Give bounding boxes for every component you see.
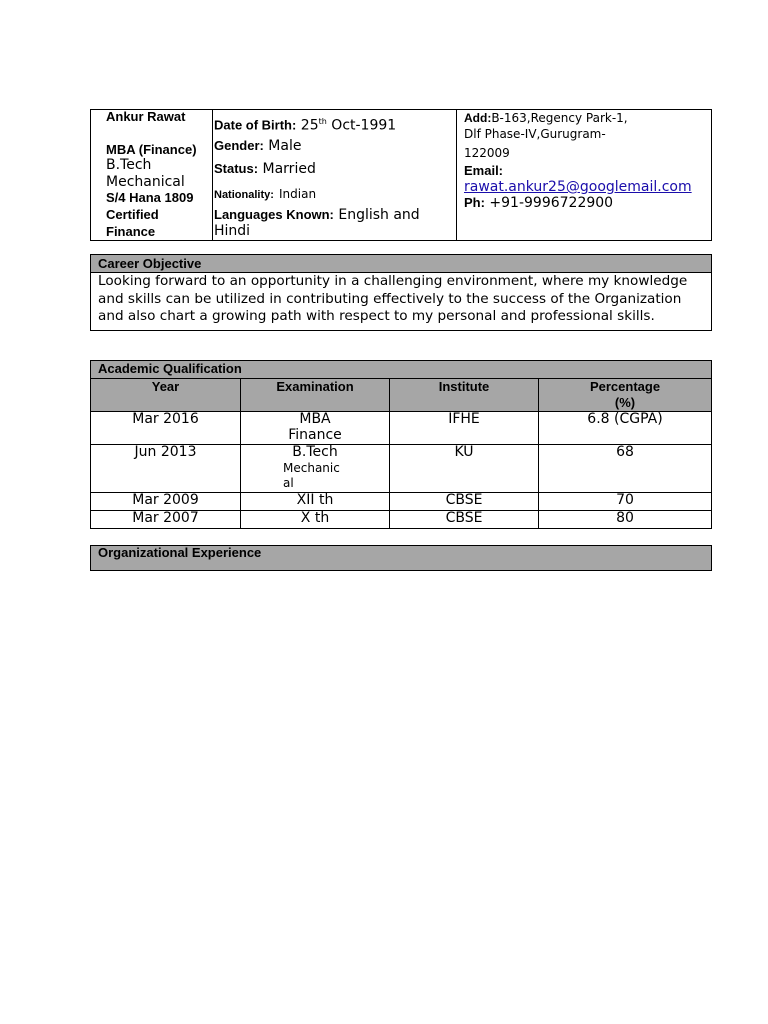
row-1-institute: IFHE bbox=[448, 411, 480, 427]
header-percentage-unit: (%) bbox=[614, 395, 636, 410]
row-4-institute: CBSE bbox=[445, 510, 483, 526]
address-line-1: B-163,Regency Park-1, bbox=[491, 111, 628, 125]
header-divider-2 bbox=[456, 109, 457, 241]
career-objective-title: Career Objective bbox=[98, 256, 202, 271]
row-3-exam: XII th bbox=[296, 492, 334, 508]
row-1-percentage: 6.8 (CGPA) bbox=[587, 411, 663, 427]
certification-line-1: S/4 Hana 1809 bbox=[106, 190, 194, 205]
row-1-exam: MBA bbox=[299, 411, 331, 427]
phone-value: +91-9996722900 bbox=[489, 195, 614, 211]
experience-title: Organizational Experience bbox=[98, 545, 262, 560]
dob-label: Date of Birth: bbox=[214, 117, 297, 133]
row-3-year: Mar 2009 bbox=[132, 492, 199, 508]
nationality-label: Nationality: bbox=[214, 189, 274, 201]
dob-rest: Oct-1991 bbox=[331, 117, 397, 134]
status-label: Status: bbox=[214, 161, 259, 176]
row-2-exam: B.Tech bbox=[292, 444, 338, 460]
career-objective-line-1: Looking forward to an opportunity in a challenging environment, where my knowledge bbox=[98, 273, 688, 289]
address-line-3: 122009 bbox=[464, 146, 510, 160]
languages-label: Languages Known: bbox=[214, 207, 334, 222]
candidate-name: Ankur Rawat bbox=[106, 109, 186, 124]
status-row bbox=[214, 161, 316, 177]
career-objective-line-2: and skills can be utilized in contributing effectively to the success of the Organization bbox=[98, 291, 682, 307]
address-line-2: Dlf Phase-IV,Gurugram- bbox=[464, 127, 606, 141]
dob-day: 25 bbox=[300, 117, 319, 134]
email-link[interactable]: rawat.ankur25@googlemail.com bbox=[464, 179, 692, 195]
status-value: Married bbox=[262, 161, 316, 177]
email-label: Email: bbox=[464, 163, 504, 178]
row-2-institute: KU bbox=[454, 444, 474, 460]
certification-line-3: Finance bbox=[106, 224, 156, 239]
row-2-year: Jun 2013 bbox=[134, 444, 197, 460]
header-percentage: Percentage bbox=[589, 379, 661, 394]
row-4-percentage: 80 bbox=[616, 510, 634, 526]
career-objective-line-3: and also chart a growing path with respect to my personal and professional skills. bbox=[98, 308, 655, 324]
row-2-exam-line-3: al bbox=[283, 476, 294, 490]
header-year: Year bbox=[151, 379, 180, 394]
row-3-institute: CBSE bbox=[445, 492, 483, 508]
degree-btech: B.Tech bbox=[106, 157, 152, 173]
dob-sup: th bbox=[318, 117, 327, 126]
row-4-exam: X th bbox=[300, 510, 330, 526]
phone-row bbox=[464, 195, 613, 211]
certification-line-2: Certified bbox=[106, 207, 159, 222]
row-4-year: Mar 2007 bbox=[132, 510, 199, 526]
degree-btech-branch: Mechanical bbox=[106, 174, 185, 190]
row-2-percentage: 68 bbox=[616, 444, 634, 460]
gender-row bbox=[214, 138, 301, 154]
dob-row bbox=[214, 114, 396, 134]
row-3-percentage: 70 bbox=[616, 492, 634, 508]
nationality-value: Indian bbox=[279, 187, 317, 201]
row-2-exam-line-2: Mechanic bbox=[283, 461, 340, 475]
header-examination: Examination bbox=[276, 379, 354, 394]
row-1-year: Mar 2016 bbox=[132, 411, 199, 427]
header-institute: Institute bbox=[438, 379, 490, 394]
address-row bbox=[464, 109, 628, 126]
gender-label: Gender: bbox=[214, 138, 264, 153]
gender-value: Male bbox=[268, 138, 302, 154]
academic-title: Academic Qualification bbox=[98, 361, 242, 376]
languages-row bbox=[214, 207, 420, 223]
address-label: Add: bbox=[464, 111, 492, 125]
nationality-row bbox=[214, 185, 316, 203]
languages-value: English and bbox=[338, 207, 420, 223]
phone-label: Ph: bbox=[464, 195, 485, 210]
row-1-exam-line-2: Finance bbox=[288, 427, 342, 443]
degree-mba: MBA (Finance) bbox=[106, 142, 197, 157]
header-divider-1 bbox=[212, 109, 213, 241]
languages-value-line-2: Hindi bbox=[214, 223, 251, 239]
